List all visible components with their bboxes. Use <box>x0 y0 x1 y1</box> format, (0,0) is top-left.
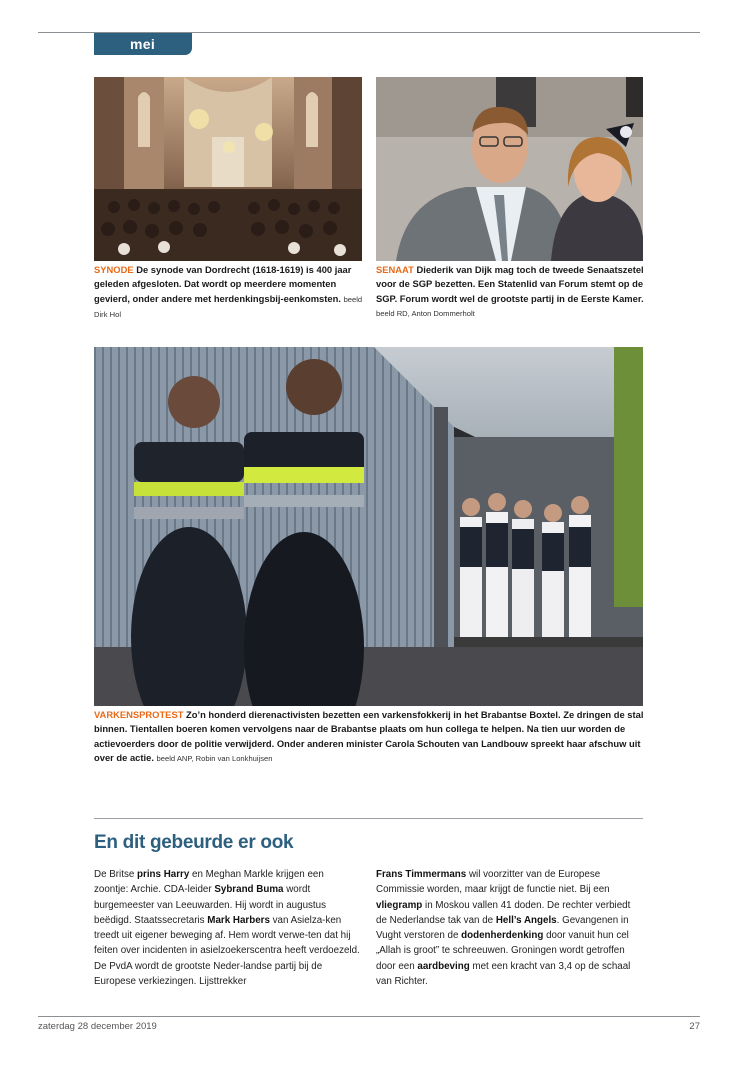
varkensprotest-kicker: VARKENSPROTEST <box>94 709 184 720</box>
senaat-credit: beeld RD, Anton Dommerholt <box>376 308 475 318</box>
synode-credit: beeld Dirk Hol <box>94 294 363 319</box>
col1-text-4: van Asielza-ken treedt uit eigener beweging af. Hem wordt verwe-ten dat hij feiten over incidenten in asielzoekerscentra heeft verdoezeld. De PvdA wordt de grootste Neder-landse partij bij de Europese verkiezingen. Lijsttrekker <box>94 914 360 988</box>
col2-text-1: wil voorzitter van de Europese Commissie worden, maar krijgt de functie niet. Bij een <box>376 869 610 896</box>
section-column-2 <box>376 867 642 989</box>
senaat-caption-text: Diederik van Dijk mag toch de tweede Senaatszetel voor de SGP bezetten. Een Statenlid van Forum stemt op de SGP. Forum wordt wel de grootste partij in de Eerste Kamer. <box>376 264 644 304</box>
varkensprotest-caption-text: Zo’n honderd dierenactivisten bezetten een varkensfokkerij in het Brabantse Boxtel. Ze dringen de stal binnen. Tientallen boeren komen vervolgens naar de Brabantse plaats om hun collega te helpen. Na tien uur worden de actievoerders door de politie verwijderd. Onder anderen minister Carola Schouten van Landbouw spreekt haar afschuw uit over de actie. <box>94 709 644 763</box>
col1-bold-3: Mark Harbers <box>207 914 270 926</box>
month-tab <box>94 33 192 55</box>
varkensprotest-caption <box>94 708 650 766</box>
col1-text-3: wordt burgemeester van Leeuwarden. Hij wordt in augustus beëdigd. Staatssecretaris <box>94 884 326 926</box>
footer-rule <box>38 1016 700 1017</box>
synode-photo <box>94 77 362 261</box>
col2-bold-4: dodenherdenking <box>461 930 544 942</box>
col2-bold-5: aardbeving <box>417 960 470 972</box>
synode-caption <box>94 263 366 322</box>
synode-kicker: SYNODE <box>94 264 134 275</box>
footer-date: zaterdag 28 december 2019 <box>38 1021 157 1032</box>
section-rule <box>94 818 643 819</box>
page-number: 27 <box>689 1021 700 1032</box>
month-label: mei <box>130 36 156 52</box>
senaat-photo <box>376 77 643 261</box>
col1-text-1: De Britse <box>94 869 138 880</box>
col1-bold-2: Sybrand Buma <box>214 884 284 896</box>
section-title: En dit gebeurde er ook <box>94 832 294 853</box>
varkensprotest-photo <box>94 347 643 706</box>
col2-bold-2: vliegramp <box>376 899 423 911</box>
col2-bold-3: Hell’s Angels <box>495 914 557 926</box>
col1-bold-1: prins Harry <box>137 869 190 880</box>
varkensprotest-credit: beeld ANP, Robin van Lonkhuijsen <box>156 753 273 763</box>
synode-caption-text: De synode van Dordrecht (1618-1619) is 400 jaar geleden afgesloten. Dat wordt op meerdere momenten gevierd, onder andere met herdenkingsbij-eenkomsten. <box>94 264 352 304</box>
senaat-caption <box>376 263 648 321</box>
col2-bold-1: Frans Timmermans <box>376 869 467 880</box>
col2-text-4: door vanuit hun cel „Allah is groot” te schreeuwen. Groningen wordt getroffen door een <box>376 930 629 972</box>
section-column-1 <box>94 867 360 989</box>
senaat-kicker: SENAAT <box>376 264 414 275</box>
col2-text-2: in Moskou vallen 41 doden. De rechter verbiedt de Nederlandse tak van de <box>376 899 631 926</box>
col2-text-5: met een kracht van 3,4 op de schaal van Richter. <box>376 960 631 988</box>
col2-text-3: . Gevangenen in Vught verstoren de <box>376 914 629 942</box>
col1-text-2: en Meghan Markle krijgen een zoontje: Archie. CDA-leider <box>94 869 324 896</box>
